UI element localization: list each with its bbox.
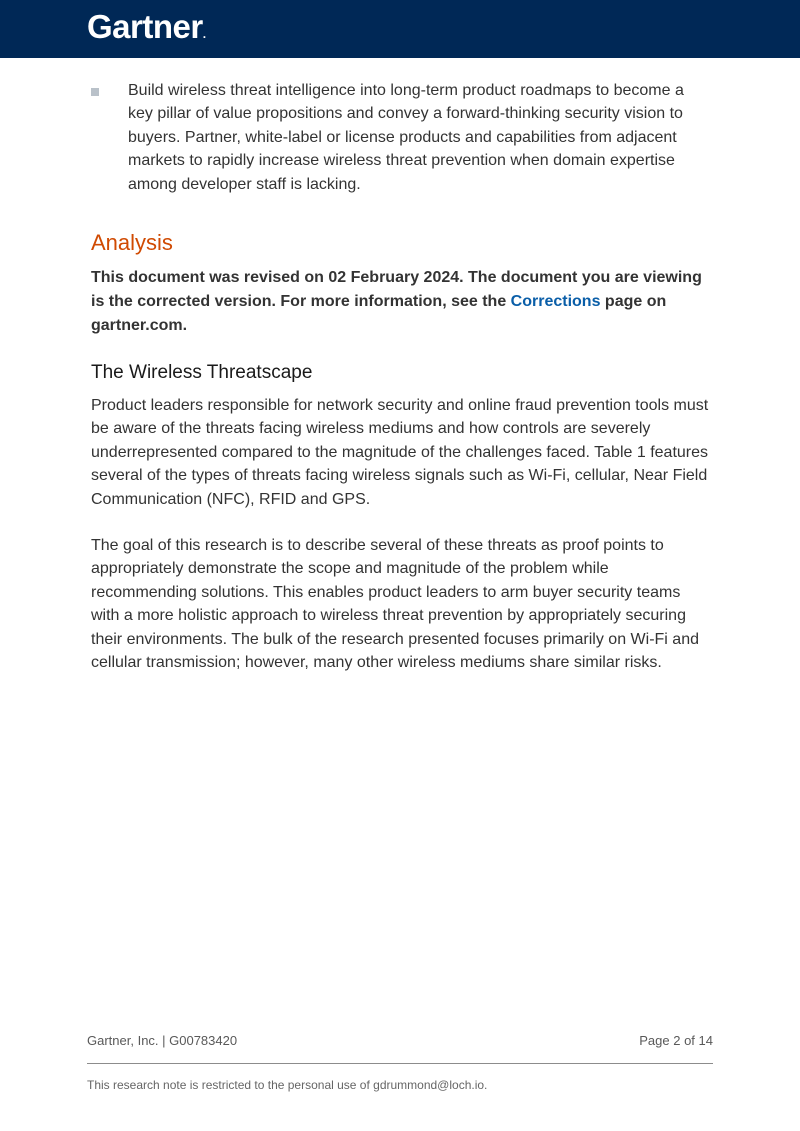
gartner-logo[interactable] [87, 8, 206, 46]
square-bullet-icon [91, 88, 99, 96]
footer-doc-id: Gartner, Inc. | G00783420 [87, 1033, 238, 1048]
revision-notice [91, 266, 713, 338]
revision-text-end: page on gartner.com. [91, 293, 667, 335]
paragraph: The goal of this research is to describe several of these threats as proof points to appropriately demonstrate the scope and magnitude of the problem while recommending solutions. This enables product leaders to arm buyer security teams with a more holistic approach to wireless threat prevention by appropriately securing their environments. The bulk of the research presented focuses primarily on Wi-Fi and cellular transmission; however, many other wireless mediums share similar risks. [91, 537, 699, 672]
footer-divider [87, 1063, 713, 1064]
revision-text: This document was revised on 02 February 2024. The document you are viewing is the corrected version. For more information, see the [91, 269, 702, 311]
logo-text: Gartner [87, 8, 203, 45]
bullet-text: Build wireless threat intelligence into long-term product roadmaps to become a key pillar of value propositions and convey a forward-thinking security vision to buyers. Partner, white-label or license products and capabilities from adjacent markets to rapidly increase wireless threat prevention when domain expertise among developer staff is lacking. [128, 82, 684, 193]
document-body [91, 79, 713, 675]
header-bar [0, 0, 800, 58]
paragraph: Product leaders responsible for network security and online fraud prevention tools must be aware of the threats facing wireless mediums and how controls are severely underrepresented compared to the magnitude of the challenges faced. Table 1 features several of the types of threats facing wireless signals such as Wi-Fi, cellular, Near Field Communication (NFC), RFID and GPS. [91, 397, 709, 508]
analysis-heading: Analysis [91, 230, 173, 256]
usage-notice: This research note is restricted to the personal use of gdrummond@loch.io. [87, 1078, 488, 1092]
logo-dot: . [202, 27, 206, 41]
page-number: Page 2 of 14 [639, 1033, 713, 1048]
list-item [91, 79, 713, 196]
section-heading: The Wireless Threatscape [91, 362, 313, 384]
corrections-link[interactable]: Corrections [510, 293, 601, 311]
